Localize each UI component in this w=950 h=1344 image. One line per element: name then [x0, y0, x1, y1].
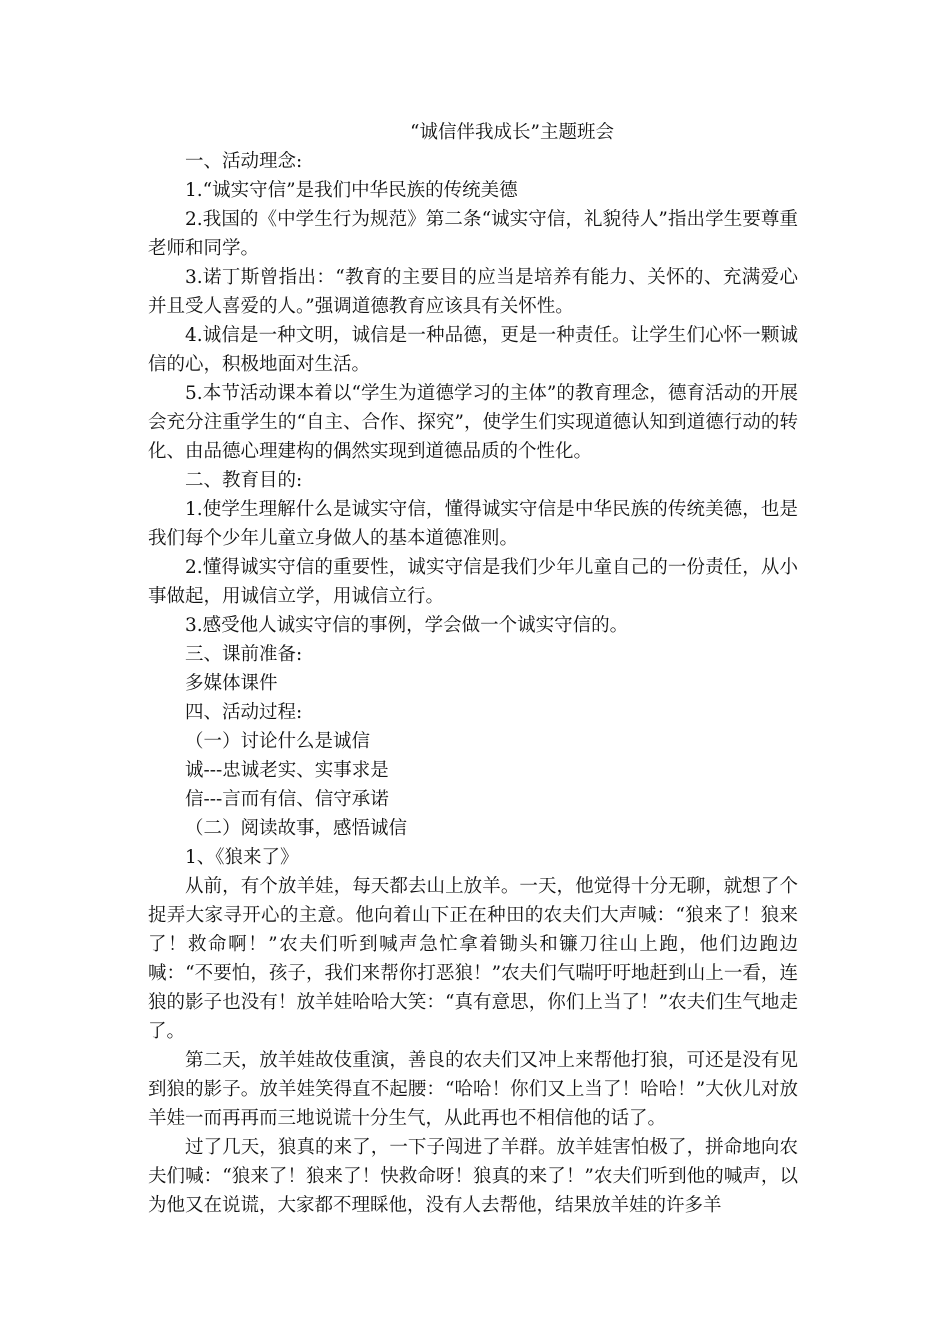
story-paragraph-2: 第二天，放羊娃故伎重演，善良的农夫们又冲上来帮他打狼，可还是没有见到狼的影子。放羊娃笑得直不起腰：“哈哈！你们又上当了！哈哈！”大伙儿对放羊娃一而再再而三地说谎十分生气，从此再也不相信他的话了。: [148, 1050, 798, 1129]
definition-cheng: 诚---忠诚老实、实事求是: [185, 760, 389, 781]
document-title: “诚信伴我成长”主题班会: [410, 122, 614, 143]
definition-xin: 信---言而有信、信守承诺: [185, 789, 389, 810]
document-body: [148, 118, 798, 1220]
concept-item-1: 1.“诚实守信”是我们中华民族的传统美德: [185, 180, 518, 201]
goal-item-2: 2.懂得诚实守信的重要性，诚实守信是我们少年儿童自己的一份责任，从小事做起，用诚信立学，用诚信立行。: [148, 557, 798, 607]
process-step-1: （一）讨论什么是诚信: [185, 731, 371, 752]
preparation-item: 多媒体课件: [185, 673, 278, 694]
section-heading-activity-concept: 一、活动理念:: [185, 151, 303, 172]
concept-item-4: 4.诚信是一种文明，诚信是一种品德，更是一种责任。让学生们心怀一颗诚信的心，积极地面对生活。: [148, 325, 798, 375]
story-title: 1、《狼来了》: [185, 847, 299, 868]
concept-item-2: 2.我国的《中学生行为规范》第二条“诚实守信，礼貌待人”指出学生要尊重老师和同学。: [148, 209, 798, 259]
concept-item-3: 3.诺丁斯曾指出：“教育的主要目的应当是培养有能力、关怀的、充满爱心并且受人喜爱的人。”强调道德教育应该具有关怀性。: [148, 267, 798, 317]
section-heading-activity-process: 四、活动过程:: [185, 702, 303, 723]
goal-item-3: 3.感受他人诚实守信的事例，学会做一个诚实守信的。: [185, 615, 629, 636]
story-paragraph-1: 从前，有个放羊娃，每天都去山上放羊。一天，他觉得十分无聊，就想了个捉弄大家寻开心的主意。他向着山下正在种田的农夫们大声喊：“狼来了！狼来了！救命啊！”农夫们听到喊声急忙拿着锄头和镰刀往山上跑，他们边跑边喊：“不要怕，孩子，我们来帮你打恶狼！”农夫们气喘吁吁地赶到山上一看，连狼的影子也没有！放羊娃哈哈大笑：“真有意思，你们上当了！”农夫们生气地走了。: [148, 876, 798, 1042]
section-heading-education-goals: 二、教育目的:: [185, 470, 303, 491]
goal-item-1: 1.使学生理解什么是诚实守信，懂得诚实守信是中华民族的传统美德，也是我们每个少年儿童立身做人的基本道德准则。: [148, 499, 798, 549]
concept-item-5: 5.本节活动课本着以“学生为道德学习的主体”的教育理念，德育活动的开展会充分注重学生的“自主、合作、探究”，使学生们实现道德认知到道德行动的转化、由品德心理建构的偶然实现到道德品质的个性化。: [148, 383, 798, 462]
process-step-2: （二）阅读故事，感悟诚信: [185, 818, 408, 839]
section-heading-preparation: 三、课前准备:: [185, 644, 303, 665]
story-paragraph-3: 过了几天，狼真的来了，一下子闯进了羊群。放羊娃害怕极了，拼命地向农夫们喊：“狼来了！狼来了！快救命呀！狼真的来了！”农夫们听到他的喊声，以为他又在说谎，大家都不理睬他，没有人去帮他，结果放羊娃的许多羊: [148, 1137, 798, 1216]
